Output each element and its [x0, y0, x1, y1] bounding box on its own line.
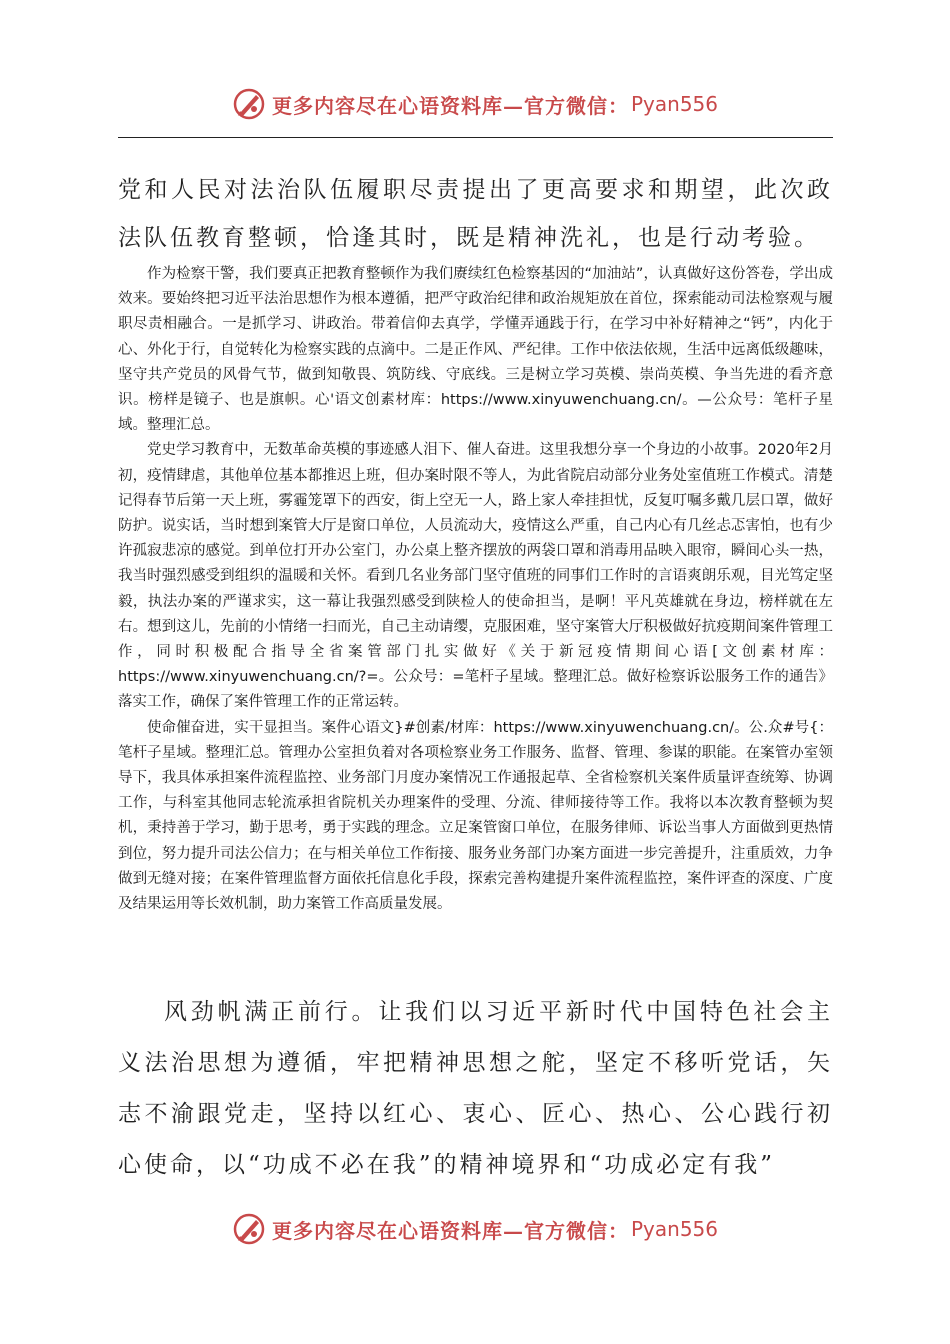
header-brand-text: 更多内容尽在心语资料库—官方微信：: [271, 93, 629, 118]
footer-wechat-id: Pyan556: [630, 1217, 718, 1241]
footer-brand-text: 更多内容尽在心语资料库—官方微信：: [271, 1218, 629, 1243]
brand-logo-icon: [232, 87, 266, 121]
intro-block: [118, 166, 833, 262]
page-footer: [0, 1209, 950, 1249]
header-wechat-id: Pyan556: [630, 92, 718, 116]
header-divider: [118, 137, 833, 138]
brand-logo-icon: [232, 1212, 266, 1246]
closing-block: [118, 987, 833, 1191]
paragraph-2: 党史学习教育中，无数革命英模的事迹感人泪下、催人奋进。这里我想分享一个身边的小故事。2020年2月初，疫情肆虐，其他单位基本都推迟上班，但办案时限不等人，为此省院启动部分业务处室值班工作模式。清楚记得春节后第一天上班，雾霾笼罩下的西安，街上空无一人，路上家人牵挂担忧，反复叮嘱多戴几层口罩，做好防护。说实话，当时想到案管大厅是窗口单位，人员流动大，疫情这么严重，自己内心有几丝忐忑害怕，也有少许孤寂悲凉的感觉。到单位打开办公室门，办公桌上整齐摆放的两袋口罩和消毒用品映入眼帘，瞬间心头一热，我当时强烈感受到组织的温暖和关怀。看到几名业务部门坚守值班的同事们工作时的言语爽朗乐观，目光笃定坚毅，执法办案的严谨求实，这一幕让我强烈感受到陕检人的使命担当，是啊！平凡英雄就在身边，榜样就在左右。想到这儿，先前的小情绪一扫而光，自己主动请缨，克服困难，坚守案管大厅积极做好抗疫期间案件管理工作，同时积极配合指导全省案管部门扎实做好《关于新冠疫情期间心语[文创素材库：https://www.xinyuwenchuang.cn/?=。公众号：=笔杆子星域。整理汇总。做好检察诉讼服务工作的通告》落实工作，确保了案件管理工作的正常运转。: [118, 442, 833, 711]
paragraph-3: 使命催奋进，实干显担当。案件心语文}#创素/材库：https://www.xinyuwenchuang.cn/。公.众#号{：笔杆子星域。整理汇总。管理办公室担负着对各项检察业务工作服务、监督、管理、参谋的职能。在案管办室领导下，我具体承担案件流程监控、业务部门月度办案情况工作通报起草、全省检察机关案件质量评查统筹、协调工作，与科室其他同志轮流承担省院机关办理案件的受理、分流、律师接待等工作。我将以本次教育整顿为契机，秉持善于学习，勤于思考，勇于实践的理念。立足案管窗口单位，在服务律师、诉讼当事人方面做到更热情到位，努力提升司法公信力；在与相关单位工作衔接、服务业务部门办案方面进一步完善提升，注重质效，力争做到无缝对接；在案件管理监督方面依托信息化手段，探索完善构建提升案件流程监控，案件评查的深度、广度及结果运用等长效机制，助力案管工作高质量发展。: [118, 719, 833, 913]
paragraph-1: 作为检察干警，我们要真正把教育整顿作为我们赓续红色检察基因的“加油站”，认真做好这份答卷，学出成效来。要始终把习近平法治思想作为根本遵循，把严守政治纪律和政治规矩放在首位，探索能动司法检察观与履职尽责相融合。一是抓学习、讲政治。带着信仰去真学，学懂弄通践于行，在学习中补好精神之“钙”，内化于心、外化于行，自觉转化为检察实践的点滴中。二是正作风、严纪律。工作中依法依规，生活中远离低级趣味，坚守共产党员的风骨气节，做到知敬畏、筑防线、守底线。三是树立学习英模、崇尚英模、争当先进的看齐意识。榜样是镜子、也是旗帜。心'语文创素材库：https://www.xinyuwenchuang.cn/。—公众号：笔杆子星域。整理汇总。: [118, 266, 833, 434]
page-header: [0, 84, 950, 124]
closing-paragraph: 风劲帆满正前行。让我们以习近平新时代中国特色社会主义法治思想为遵循，牢把精神思想之舵，坚定不移听党话，矢志不渝跟党走，坚持以红心、衷心、匠心、热心、公心践行初心使命，以“功成不必在我”的精神境界和“功成必定有我”: [118, 999, 833, 1178]
intro-paragraph: 党和人民对法治队伍履职尽责提出了更高要求和期望，此次政法队伍教育整顿，恰逢其时，既是精神洗礼，也是行动考验。: [118, 177, 833, 251]
body-block: [118, 262, 833, 917]
